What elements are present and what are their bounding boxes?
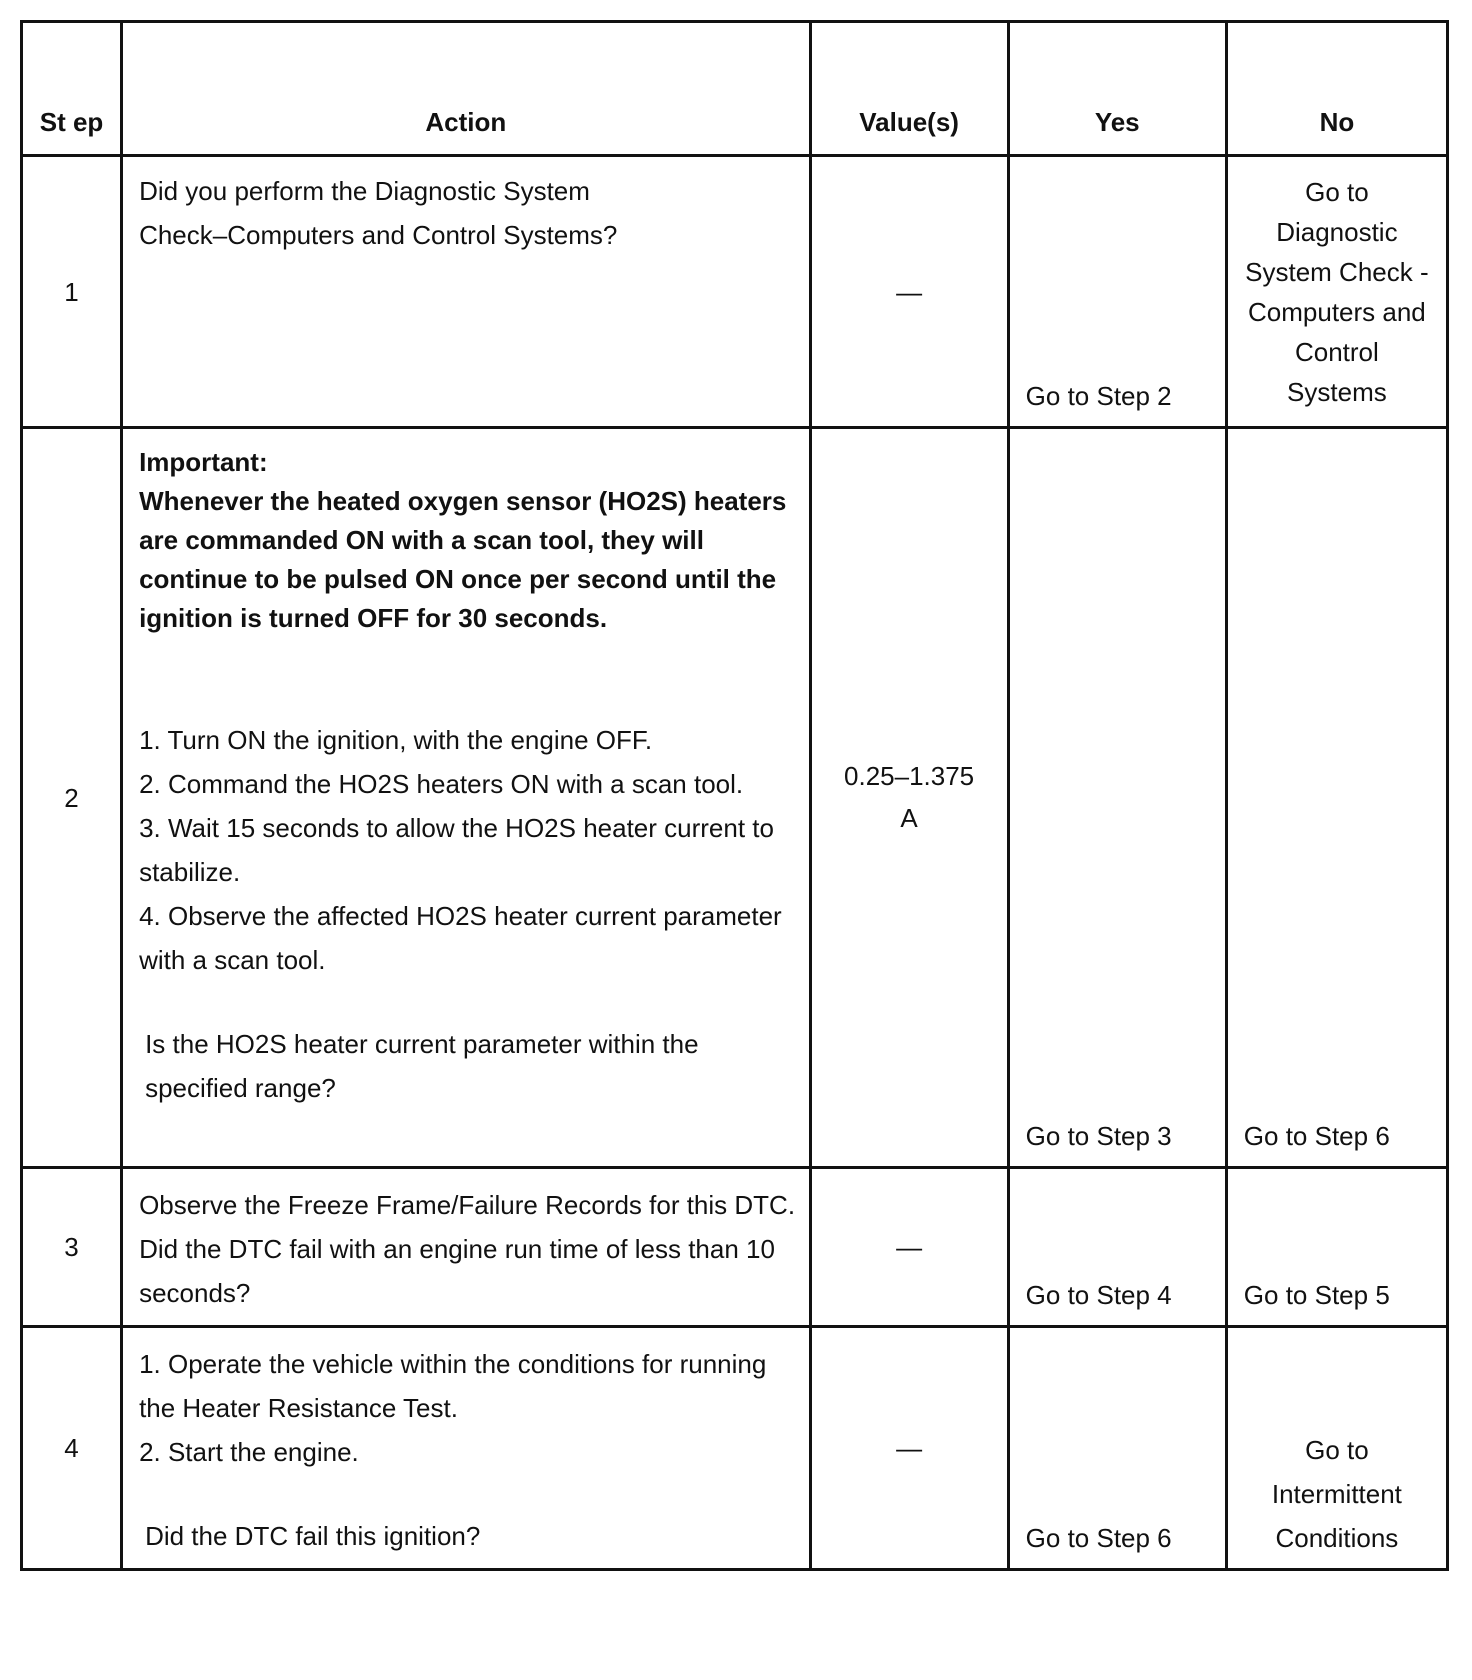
table-row: [22, 156, 1448, 428]
action-cell: [122, 156, 810, 428]
no-text: Go to Diagnostic System Check - Computers and Control Systems: [1245, 176, 1429, 407]
no-cell: [1226, 1327, 1447, 1570]
action-cell: [122, 428, 810, 1168]
action-text: Observe the Freeze Frame/Failure Records for this DTC. Did the DTC fail with an engine run time of less than 10 seconds?: [139, 1190, 796, 1308]
step-number: 4: [22, 1327, 122, 1570]
value-text: 0.25–1.375 A: [844, 761, 975, 833]
header-no: No: [1226, 22, 1447, 156]
header-step: St ep: [22, 22, 122, 156]
list-item: 3. Wait 15 seconds to allow the HO2S heater current to stabilize.: [139, 813, 774, 887]
no-cell: Go to Step 6: [1226, 428, 1447, 1168]
step-number: 1: [22, 156, 122, 428]
no-cell: [1226, 156, 1447, 428]
action-cell: [122, 1168, 810, 1327]
value-cell: [810, 428, 1008, 1168]
value-cell: —: [810, 1327, 1008, 1570]
list-item: 4. Observe the affected HO2S heater current parameter with a scan tool.: [139, 901, 782, 975]
yes-cell: Go to Step 3: [1008, 428, 1226, 1168]
list-item: 1. Turn ON the ignition, with the engine OFF.: [139, 725, 653, 755]
table-row: [22, 1168, 1448, 1327]
important-text: Whenever the heated oxygen sensor (HO2S) heaters are commanded ON with a scan tool, they will continue to be pulsed ON once per second until the ignition is turned OFF for 30 seconds.: [139, 486, 787, 633]
yes-cell: Go to Step 2: [1008, 156, 1226, 428]
step-number: 3: [22, 1168, 122, 1327]
action-text: Did you perform the Diagnostic System Check–Computers and Control Systems?: [139, 176, 618, 250]
header-yes: Yes: [1008, 22, 1226, 156]
action-cell: [122, 1327, 810, 1570]
header-row: [22, 22, 1448, 156]
value-cell: —: [810, 156, 1008, 428]
no-text: Go to Intermittent Conditions: [1271, 1435, 1402, 1553]
question-text: Did the DTC fail this ignition?: [145, 1521, 481, 1551]
diagnostic-table: [20, 20, 1449, 1571]
header-action: Action: [122, 22, 810, 156]
yes-cell: Go to Step 6: [1008, 1327, 1226, 1570]
list-item: 1. Operate the vehicle within the conditions for running the Heater Resistance Test.: [139, 1349, 767, 1423]
list-item: 2. Start the engine.: [139, 1437, 359, 1467]
table-row: [22, 428, 1448, 1168]
header-values: Value(s): [810, 22, 1008, 156]
list-item: 2. Command the HO2S heaters ON with a scan tool.: [139, 769, 744, 799]
no-cell: Go to Step 5: [1226, 1168, 1447, 1327]
table-row: [22, 1327, 1448, 1570]
yes-cell: Go to Step 4: [1008, 1168, 1226, 1327]
value-cell: —: [810, 1168, 1008, 1327]
step-number: 2: [22, 428, 122, 1168]
question-text: Is the HO2S heater current parameter within the specified range?: [145, 1029, 699, 1103]
important-label: Important:: [139, 447, 268, 477]
